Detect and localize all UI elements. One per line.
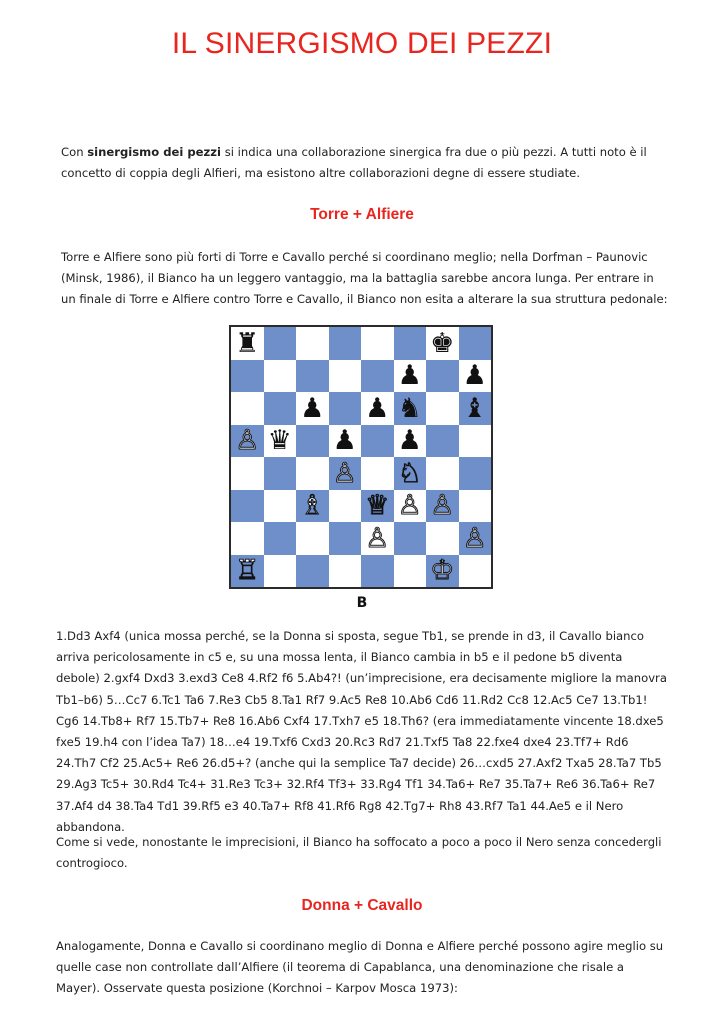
section1-paragraph: Torre e Alfiere sono più forti di Torre e Cavallo perché si coordinano meglio; nella Dorfman – Paunovic (Minsk, 1986), il Bianco ha un leggero vantaggio, ma la battaglia sarebbe ancora lunga. Per entrare in un finale di Torre e Alfiere contro Torre e Cavallo, il Bianco non esita a alterare la sua struttura pedonale: xyxy=(61,250,668,307)
board-square xyxy=(426,327,459,360)
intro-bold-term: sinergismo dei pezzi xyxy=(87,145,222,159)
board-square xyxy=(264,490,297,523)
white-rook-icon: ♖ xyxy=(235,555,260,587)
board-square xyxy=(264,327,297,360)
white-pawn-icon: ♙ xyxy=(430,490,455,522)
board-square xyxy=(426,522,459,555)
board-square xyxy=(296,490,329,523)
board-square xyxy=(329,490,362,523)
board-square xyxy=(264,360,297,393)
board-square xyxy=(394,360,427,393)
white-pawn-icon: ♙ xyxy=(235,425,260,457)
board-square xyxy=(361,490,394,523)
board-square xyxy=(231,490,264,523)
board-square xyxy=(264,392,297,425)
white-pawn-icon: ♙ xyxy=(462,522,487,554)
board-square xyxy=(361,327,394,360)
board-square xyxy=(459,490,492,523)
board-square xyxy=(329,555,362,588)
board-square xyxy=(426,490,459,523)
board-square xyxy=(361,425,394,458)
section-heading-donna-cavallo: Donna + Cavallo xyxy=(301,897,423,914)
board-square xyxy=(394,555,427,588)
chess-board-grid xyxy=(231,327,491,587)
black-pawn-icon: ♟ xyxy=(462,360,487,392)
board-square xyxy=(394,457,427,490)
black-pawn-icon: ♟ xyxy=(300,392,325,424)
intro-paragraph xyxy=(61,142,661,184)
board-square xyxy=(459,327,492,360)
section1-conclusion: Come si vede, nonostante le imprecisioni, il Bianco ha soffocato a poco a poco il Nero senza concedergli controgioco. xyxy=(56,835,662,871)
board-square xyxy=(329,522,362,555)
board-square xyxy=(426,555,459,588)
white-queen-icon: ♕ xyxy=(365,490,390,522)
board-square xyxy=(361,457,394,490)
game-moves-paragraph: 1.Dd3 Axf4 (unica mossa perché, se la Donna si sposta, segue Tb1, se prende in d3, il Cavallo bianco arriva pericolosamente in c5 e, su una mossa lenta, il Bianco cambia in b5 e il pedone b5 diventa debole) 2.gxf4 Dxd3 3.exd3 Ce8 4.Rf2 f6 5.Ab4?! (un’imprecisione, era decisamente migliore la manovra Tb1–b6) 5…Cc7 6.Tc1 Ta6 7.Re3 Cb5 8.Ta1 Rf7 9.Ac5 Re8 10.Ab6 Cd6 11.Rd2 Cc8 12.Ac5 Ce7 13.Tb1! Cg6 14.Tb8+ Rf7 15.Tb7+ Re8 16.Ab6 Cxf4 17.Txh7 e5 18.Th6? (era immediatamente vincente 18.dxe5 fxe5 19.h4 con l’idea Ta7) 18…e4 19.Txf6 Cxd3 20.Rc3 Rd7 21.Txf5 Ta8 22.fxe4 dxe4 23.Tf7+ Rd6 24.Th7 Cf2 25.Ac5+ Re6 26.d5+? (anche qui la semplice Ta7 decide) 26…cxd5 27.Axf2 Txa5 28.Ta7 Tb5 29.Ag3 Tc5+ 30.Rd4 Tc4+ 31.Re3 Tc3+ 32.Rf4 Tf3+ 33.Rg4 Tf1 34.Ta6+ Re7 35.Ta7+ Re6 36.Ta6+ Re7 37.Af4 d4 38.Ta4 Td1 39.Rf5 e3 40.Ta7+ Rf8 41.Rf6 Rg8 42.Tg7+ Rh8 43.Rf7 Ta1 44.Ae5 e il Nero abbandona. xyxy=(56,629,667,834)
board-square xyxy=(459,555,492,588)
board-square xyxy=(426,457,459,490)
black-king-icon: ♚ xyxy=(430,327,455,359)
board-square xyxy=(231,457,264,490)
white-pawn-icon: ♙ xyxy=(332,457,357,489)
black-pawn-icon: ♟ xyxy=(397,425,422,457)
black-pawn-icon: ♟ xyxy=(365,392,390,424)
board-square xyxy=(231,425,264,458)
intro-rest: si indica una collaborazione sinergica fra due o più pezzi. A tutti noto è il concetto di coppia degli Alfieri, ma esistono altre collaborazioni degne di essere studiate. xyxy=(61,145,647,181)
intro-prefix: Con xyxy=(61,145,88,159)
black-rook-icon: ♜ xyxy=(235,327,260,359)
board-square xyxy=(231,522,264,555)
white-knight-icon: ♘ xyxy=(397,457,422,489)
chess-board xyxy=(229,325,493,589)
white-bishop-icon: ♗ xyxy=(300,490,325,522)
board-square xyxy=(426,360,459,393)
board-square xyxy=(426,425,459,458)
white-king-icon: ♔ xyxy=(430,555,455,587)
black-pawn-icon: ♟ xyxy=(397,360,422,392)
board-square xyxy=(329,457,362,490)
board-square xyxy=(459,425,492,458)
board-square xyxy=(296,425,329,458)
white-pawn-icon: ♙ xyxy=(365,522,390,554)
black-pawn-icon: ♟ xyxy=(332,425,357,457)
board-square xyxy=(296,555,329,588)
board-square xyxy=(296,457,329,490)
board-square xyxy=(231,392,264,425)
board-square xyxy=(459,457,492,490)
board-caption: B xyxy=(356,595,368,611)
board-square xyxy=(264,425,297,458)
board-square xyxy=(361,522,394,555)
section2-paragraph: Analogamente, Donna e Cavallo si coordinano meglio di Donna e Alfiere perché possono agire meglio su quelle case non controllate dall’Alfiere (il teorema di Capablanca, una denominazione che risale a Mayer). Osservate questa posizione (Korchnoi – Karpov Mosca 1973): xyxy=(56,939,664,996)
board-square xyxy=(296,522,329,555)
board-square xyxy=(296,392,329,425)
board-square xyxy=(361,392,394,425)
board-square xyxy=(329,392,362,425)
board-square xyxy=(459,392,492,425)
board-square xyxy=(231,327,264,360)
board-square xyxy=(296,327,329,360)
board-square xyxy=(361,555,394,588)
board-square xyxy=(264,522,297,555)
board-square xyxy=(394,490,427,523)
black-queen-icon: ♛ xyxy=(267,425,292,457)
board-square xyxy=(231,555,264,588)
board-square xyxy=(459,360,492,393)
black-bishop-icon: ♝ xyxy=(462,392,487,424)
board-square xyxy=(231,360,264,393)
board-square xyxy=(394,392,427,425)
board-square xyxy=(361,360,394,393)
board-square xyxy=(264,457,297,490)
board-square xyxy=(459,522,492,555)
black-knight-icon: ♞ xyxy=(397,392,422,424)
section-heading-torre-alfiere: Torre + Alfiere xyxy=(310,206,414,223)
white-pawn-icon: ♙ xyxy=(397,490,422,522)
board-square xyxy=(394,327,427,360)
board-square xyxy=(296,360,329,393)
board-square xyxy=(329,360,362,393)
board-square xyxy=(329,327,362,360)
board-square xyxy=(426,392,459,425)
page-title: IL SINERGISMO DEI PEZZI xyxy=(171,27,553,60)
board-square xyxy=(394,522,427,555)
board-square xyxy=(264,555,297,588)
board-square xyxy=(329,425,362,458)
board-square xyxy=(394,425,427,458)
